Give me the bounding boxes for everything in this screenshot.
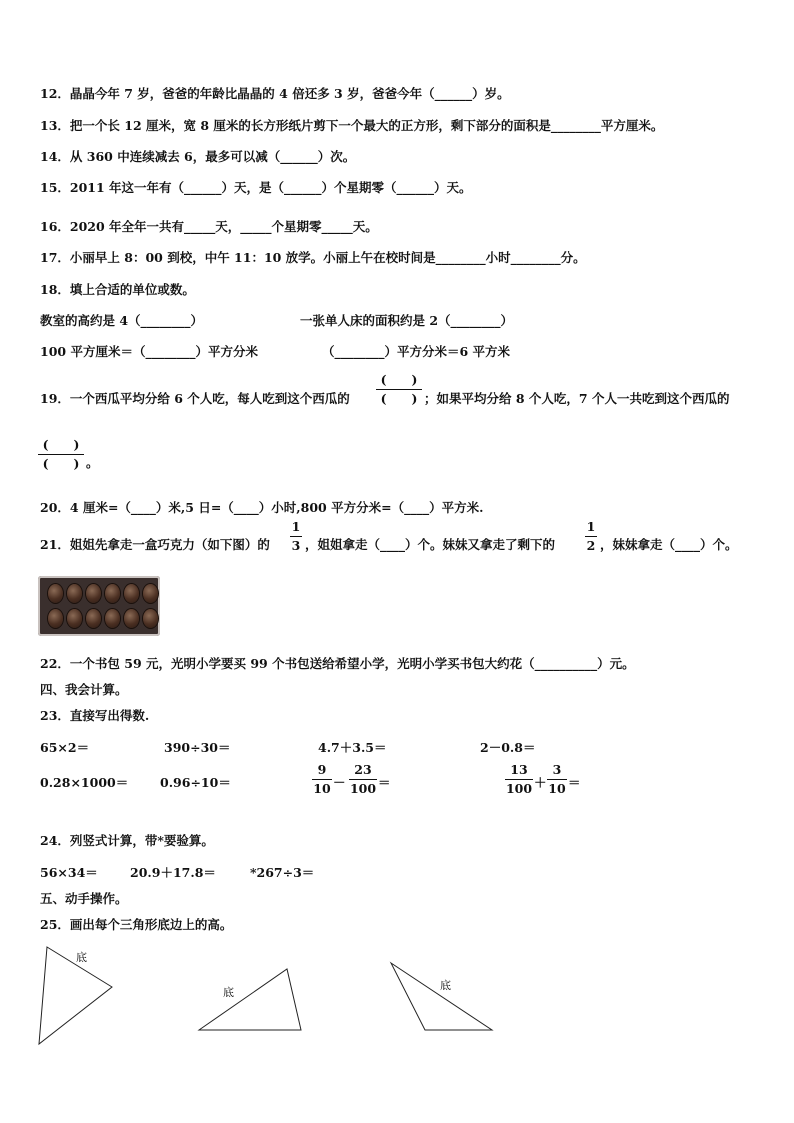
question-12: 12．晶晶今年 7 岁，爸爸的年龄比晶晶的 4 倍还多 3 岁，爸爸今年（______）岁。 — [40, 86, 510, 101]
fraction-9-10: 9 10 — [313, 762, 331, 796]
calc-item: *267÷3＝ — [250, 865, 315, 880]
question-18-c: 100 平方厘米＝（________）平方分米 — [40, 344, 258, 359]
question-18-a: 教室的高约是 4（________） — [40, 313, 204, 328]
question-20: 20．4 厘米=（____）米,5 日=（____）小时,800 平方分米=（____）平方米. — [40, 500, 484, 515]
minus-operator: － — [333, 775, 346, 790]
triangle-3 — [391, 963, 492, 1030]
question-19-part1: 19．一个西瓜平均分给 6 个人吃，每人吃到这个西瓜的 — [40, 391, 350, 406]
calc-item: 20.9＋17.8＝ — [130, 865, 216, 880]
calc-item: 65×2＝ — [40, 740, 90, 755]
calc-item: 2－0.8＝ — [480, 740, 536, 755]
question-23-title: 23．直接写出得数. — [40, 708, 150, 723]
question-25-title: 25．画出每个三角形底边上的高。 — [40, 917, 233, 932]
question-19-part2: ；如果平均分给 8 个人吃，7 个人一共吃到这个西瓜的 — [424, 391, 730, 406]
question-21-part2: ，姐姐拿走（____）个。妹妹又拿走了剩下的 — [305, 537, 556, 552]
question-14: 14．从 360 中连续减去 6，最多可以减（______）次。 — [40, 149, 356, 164]
question-15: 15．2011 年这一年有（______）天，是（______）个星期零（______）天。 — [40, 180, 472, 195]
equals-sign: ＝ — [568, 775, 581, 790]
section-4-heading: 四、我会计算。 — [40, 682, 128, 697]
calc-item: 56×34＝ — [40, 865, 98, 880]
calc-item: 4.7＋3.5＝ — [318, 740, 387, 755]
question-13: 13．把一个长 12 厘米，宽 8 厘米的长方形纸片剪下一个最大的正方形，剩下部分的面积是________平方厘米。 — [40, 118, 664, 133]
question-21-part1: 21．姐姐先拿走一盒巧克力（如下图）的 — [40, 537, 270, 552]
question-21-part3: ，妹妹拿走（____）个。 — [600, 537, 738, 552]
question-19-end: 。 — [86, 455, 99, 470]
fraction-3-10: 3 10 — [548, 762, 566, 796]
question-19-fraction-blank-1: ( ) ( ) — [376, 372, 422, 407]
plus-operator: ＋ — [534, 775, 547, 790]
fraction-23-100: 23 100 — [349, 762, 377, 796]
fraction-13-100: 13 100 — [505, 762, 533, 796]
question-21-fraction-1: 1 3 — [291, 519, 301, 553]
equals-sign: ＝ — [378, 775, 391, 790]
calc-item: 0.28×1000＝ — [40, 775, 129, 790]
question-18-b: 一张单人床的面积约是 2（________） — [300, 313, 514, 328]
question-19-fraction-blank-2: ( ) ( ) — [38, 437, 84, 472]
question-21-fraction-2: 1 2 — [586, 519, 596, 553]
triangle-3-label: 底 — [440, 979, 451, 992]
triangle-2 — [199, 969, 301, 1030]
triangle-1-label: 底 — [76, 951, 87, 964]
question-22: 22．一个书包 59 元，光明小学要买 99 个书包送给希望小学，光明小学买书包大约花（__________）元。 — [40, 656, 635, 671]
question-16: 16．2020 年全年一共有_____天，_____个星期零_____天。 — [40, 219, 378, 234]
calc-item: 390÷30＝ — [164, 740, 231, 755]
question-17: 17．小丽早上 8：00 到校，中午 11：10 放学。小丽上午在校时间是________小时________分。 — [40, 250, 586, 265]
triangle-2-label: 底 — [223, 986, 234, 999]
section-5-heading: 五、动手操作。 — [40, 891, 128, 906]
question-18-d: （________）平方分米＝6 平方米 — [322, 344, 511, 359]
calc-item: 0.96÷10＝ — [160, 775, 231, 790]
question-18-title: 18．填上合适的单位或数。 — [40, 282, 195, 297]
question-24-title: 24．列竖式计算，带*要验算。 — [40, 833, 214, 848]
